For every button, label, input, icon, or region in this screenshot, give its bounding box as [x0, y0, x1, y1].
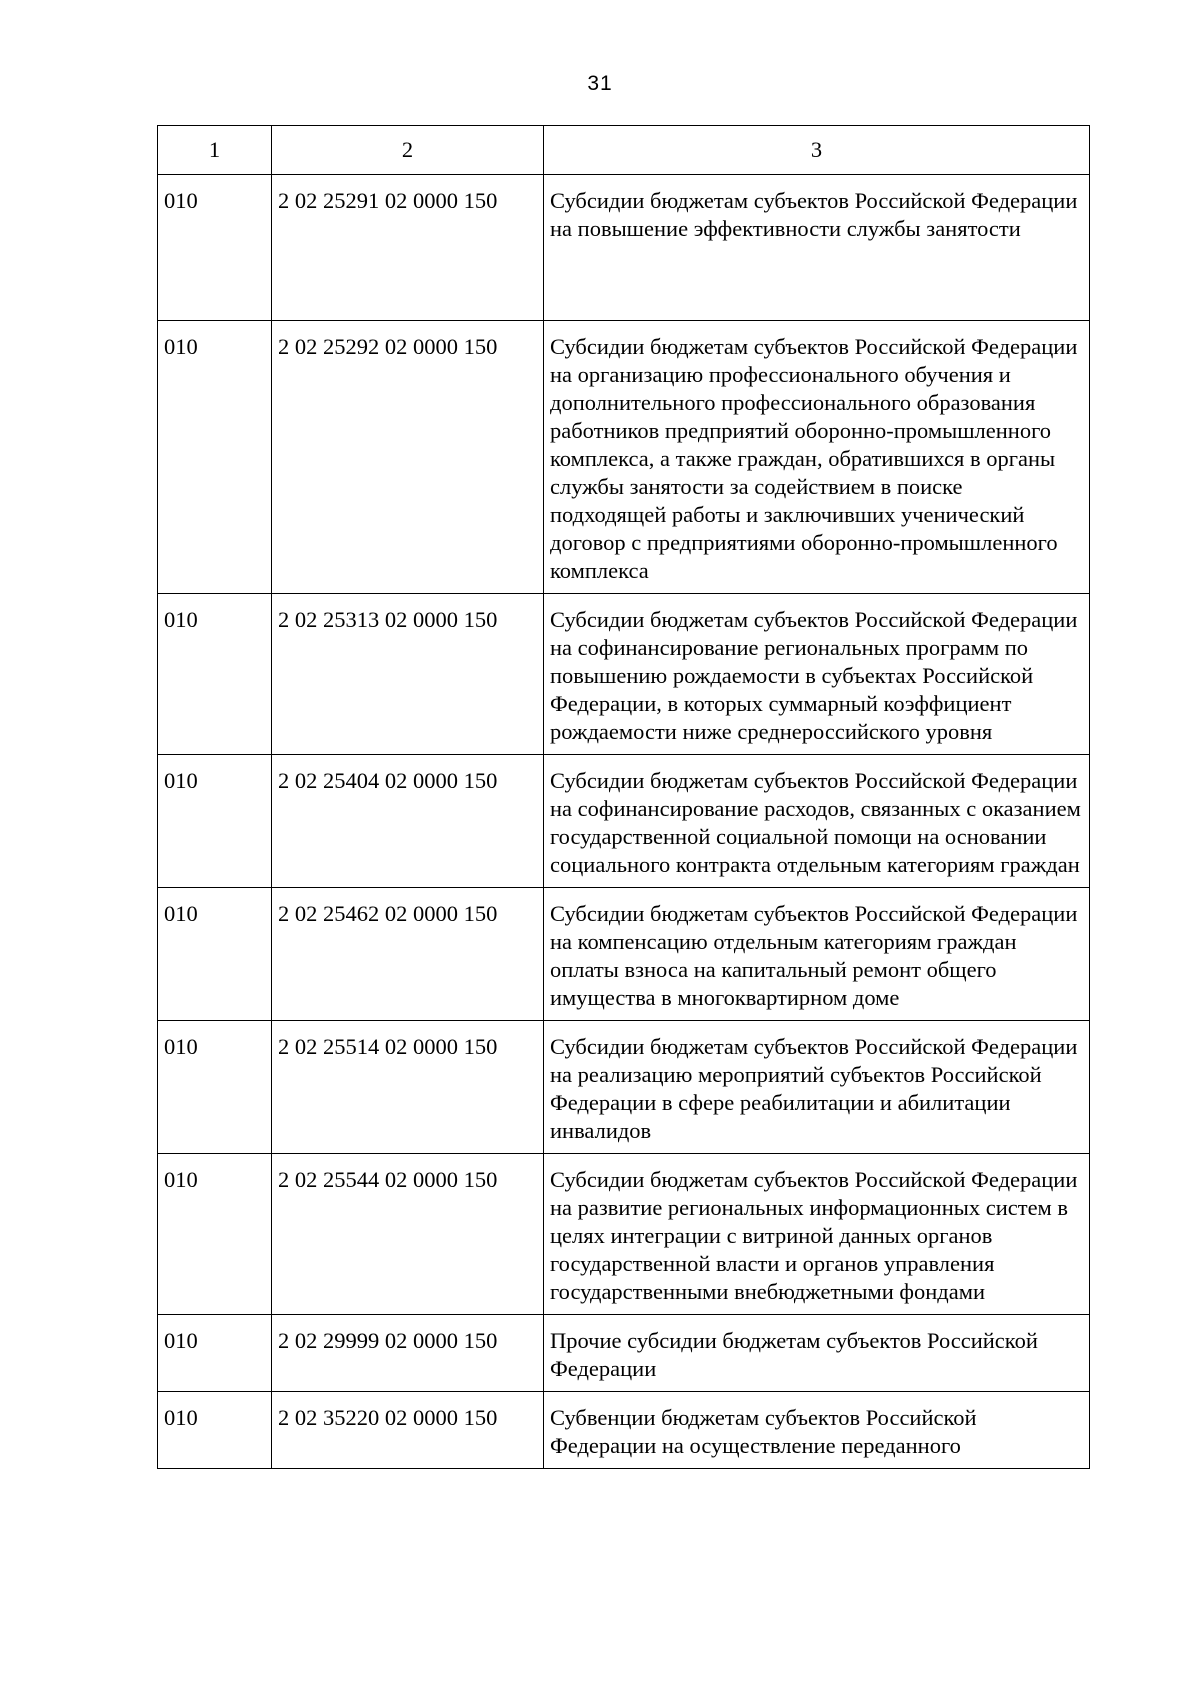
budget-code-cell: 2 02 25462 02 0000 150 — [272, 888, 544, 1021]
admin-code-cell: 010 — [158, 1315, 272, 1392]
table-row — [158, 755, 1090, 888]
header-cell-2: 2 — [272, 126, 544, 175]
admin-code-cell: 010 — [158, 321, 272, 594]
table-row — [158, 175, 1090, 321]
description-cell: Субсидии бюджетам субъектов Российской Федерации на софинансирование расходов, связанных с оказанием государственной социальной помощи на основании социального контракта отдельным категориям граждан — [544, 755, 1090, 888]
admin-code-cell: 010 — [158, 1392, 272, 1469]
admin-code-cell: 010 — [158, 594, 272, 755]
budget-code-cell: 2 02 25291 02 0000 150 — [272, 175, 544, 321]
budget-codes-table — [157, 125, 1090, 1469]
table-row — [158, 1154, 1090, 1315]
budget-code-cell: 2 02 25514 02 0000 150 — [272, 1021, 544, 1154]
description-cell: Субсидии бюджетам субъектов Российской Федерации на развитие региональных информационных систем в целях интеграции с витриной данных органов государственной власти и органов управления государственными внебюджетными фондами — [544, 1154, 1090, 1315]
table-row — [158, 1315, 1090, 1392]
description-cell: Субсидии бюджетам субъектов Российской Федерации на софинансирование региональных программ по повышению рождаемости в субъектах Российской Федерации, в которых суммарный коэффициент рождаемости ниже среднероссийского уровня — [544, 594, 1090, 755]
admin-code-cell: 010 — [158, 755, 272, 888]
page-number: 31 — [587, 72, 613, 95]
budget-code-cell: 2 02 25404 02 0000 150 — [272, 755, 544, 888]
budget-code-cell: 2 02 25544 02 0000 150 — [272, 1154, 544, 1315]
description-cell: Субсидии бюджетам субъектов Российской Федерации на повышение эффективности службы занятости — [544, 175, 1090, 321]
admin-code-cell: 010 — [158, 175, 272, 321]
budget-code-cell: 2 02 25313 02 0000 150 — [272, 594, 544, 755]
budget-code-cell: 2 02 25292 02 0000 150 — [272, 321, 544, 594]
description-cell: Прочие субсидии бюджетам субъектов Российской Федерации — [544, 1315, 1090, 1392]
table-row — [158, 594, 1090, 755]
budget-code-cell: 2 02 35220 02 0000 150 — [272, 1392, 544, 1469]
budget-code-cell: 2 02 29999 02 0000 150 — [272, 1315, 544, 1392]
table-header-row — [158, 126, 1090, 175]
header-cell-3: 3 — [544, 126, 1090, 175]
admin-code-cell: 010 — [158, 1154, 272, 1315]
description-cell: Субсидии бюджетам субъектов Российской Федерации на организацию профессионального обучения и дополнительного профессионального образования работников предприятий оборонно-промышленного комплекса, а также граждан, обратившихся в органы службы занятости за содействием в поиске подходящей работы и заключивших ученический договор с предприятиями оборонно-промышленного комплекса — [544, 321, 1090, 594]
description-cell: Субсидии бюджетам субъектов Российской Федерации на компенсацию отдельным категориям граждан оплаты взноса на капитальный ремонт общего имущества в многоквартирном доме — [544, 888, 1090, 1021]
admin-code-cell: 010 — [158, 888, 272, 1021]
description-cell: Субвенции бюджетам субъектов Российской Федерации на осуществление переданного — [544, 1392, 1090, 1469]
table-row — [158, 321, 1090, 594]
table-row — [158, 888, 1090, 1021]
description-cell: Субсидии бюджетам субъектов Российской Федерации на реализацию мероприятий субъектов Российской Федерации в сфере реабилитации и абилитации инвалидов — [544, 1021, 1090, 1154]
header-cell-1: 1 — [158, 126, 272, 175]
table-row — [158, 1021, 1090, 1154]
admin-code-cell: 010 — [158, 1021, 272, 1154]
table-row — [158, 1392, 1090, 1469]
